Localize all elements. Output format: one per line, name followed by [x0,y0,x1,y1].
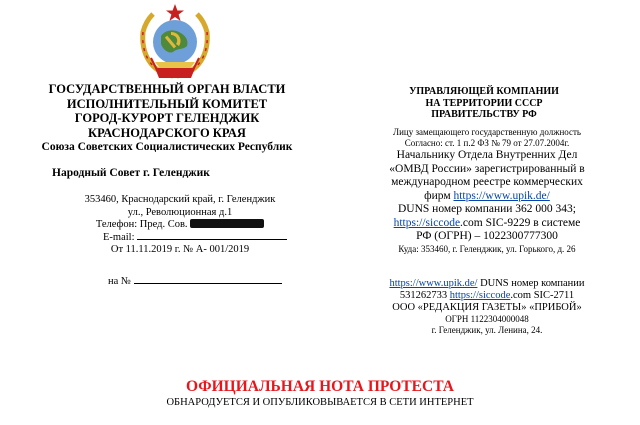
email-label: E-mail: [103,231,135,243]
upik-link-2[interactable]: https://www.upik.de/ [389,278,478,289]
addressee-line-2: «ОМВД России» зарегистрированный в [389,162,585,175]
law-reference-line: Согласно: ст. 1 п.2 ФЗ № 79 от 27.07.2004г. [404,138,570,148]
siccode-link[interactable]: https://siccode [393,216,461,229]
newspaper-block [348,278,626,336]
addressee-line-1: Начальнику Отдела Внутренних Дел [396,149,578,161]
sender-header-line: ИСПОЛНИТЕЛЬНЫЙ КОМИТЕТ [66,96,268,111]
where-line: Куда: 353460, г. Геленджик, ул. Горького, д. 26 [398,243,576,254]
sender-header-line: ГОСУДАРСТВЕННЫЙ ОРГАН ВЛАСТИ [48,82,286,96]
protest-note-title: ОФИЦИАЛЬНАЯ НОТА ПРОТЕСТА [186,378,454,395]
email-blank-line [137,239,287,240]
duns-line: DUNS номер компании 362 000 343; [398,203,576,215]
siccode-link-2[interactable]: https://siccode [449,290,511,301]
sender-address-block [60,194,300,257]
addressee-line-3: международном реестре коммерческих [391,176,583,188]
firm-label: фирм [424,189,451,202]
ogrn-line: РФ (ОГРН) – 1022300777300 [416,230,558,242]
sender-header [18,82,316,154]
firm-line [348,190,626,204]
upik-link[interactable]: https://www.upik.de/ [453,189,550,202]
siccode-rest: .com SIC-9229 в системе [460,216,581,229]
phone-line [60,219,300,232]
siccode2-rest: .com SIC-2711 [510,290,575,301]
redacted-phone-bar [190,219,264,228]
ogrn2-line: ОГРН 1122304000048 [445,314,529,324]
recipient-header-line: НА ТЕРРИТОРИИ СССР [425,97,543,109]
ussr-state-emblem-icon [133,2,217,82]
recipient-header-line: УПРАВЛЯЮЩЕЙ КОМПАНИИ [409,86,559,97]
address-line-2: ул., Революционная д.1 [127,206,233,218]
sender-header-line: КРАСНОДАРСКОГО КРАЯ [88,125,246,140]
upik2-line [348,278,626,290]
address-line-1: 353460, Краснодарский край, г. Геленджик [84,194,276,205]
siccode-line [348,217,626,231]
duns2-number: 531262733 [399,290,450,301]
recipient-block [348,127,626,255]
phone-label: Телефон: Пред. Сов. [95,219,188,230]
union-name: Союза Советских Социалистических Республик [41,141,293,153]
recipient-header-line: ПРАВИТЕЛЬСТВУ РФ [431,109,537,120]
org-name-line: ООО «РЕДАКЦИЯ ГАЗЕТЫ» «ПРИБОЙ» [392,302,582,313]
org-address-line: г. Геленджик, ул. Ленина, 24. [431,325,543,335]
na-blank-line [134,283,282,284]
protest-note-subtitle: ОБНАРОДУЕТСЯ И ОПУБЛИКОВЫВАЕТСЯ В СЕТИ ИНТЕРНЕТ [166,397,474,408]
sender-header-line: ГОРОД-КУРОРТ ГЕЛЕНДЖИК [74,111,260,125]
acting-person-line: Лицу замещающего государственную должность [392,127,582,137]
duns2-label: DUNS номер компании [477,278,585,289]
date-ref-line: От 11.11.2019 г. № А- 001/2019 [110,244,250,255]
reference-number-line [108,276,282,287]
recipient-header [348,86,620,121]
na-label: на № [108,276,131,287]
siccode2-line [348,290,626,302]
email-line [60,232,300,245]
council-name: Народный Совет г. Геленджик [52,167,210,179]
